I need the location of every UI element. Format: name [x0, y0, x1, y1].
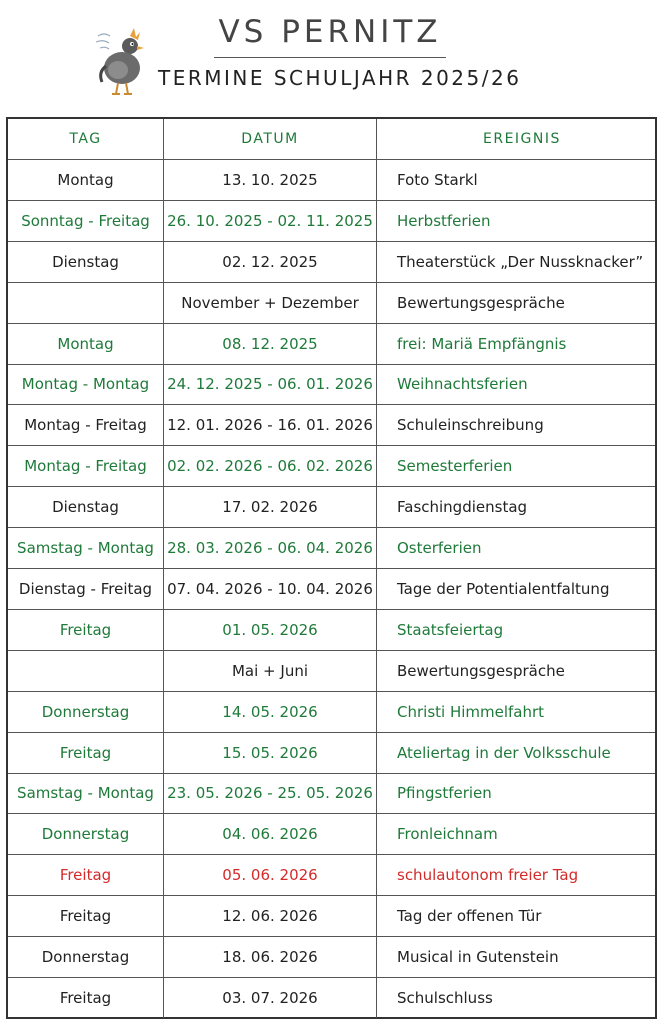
row-ereignis-cell: Weihnachtsferien: [397, 375, 528, 393]
table-row: [8, 733, 655, 774]
row-ereignis-cell: Osterferien: [397, 539, 482, 557]
row-datum-cell: 15. 05. 2026: [164, 733, 377, 773]
table-row: [8, 528, 655, 569]
row-ereignis-cell: Tage der Potentialentfaltung: [397, 580, 610, 598]
row-datum-cell: 14. 05. 2026: [164, 692, 377, 732]
row-tag-cell: Montag - Freitag: [8, 405, 164, 445]
row-ereignis-cell: Herbstferien: [397, 212, 491, 230]
row-tag-cell: Samstag - Montag: [8, 773, 164, 813]
row-ereignis-cell: Ateliertag in der Volksschule: [397, 744, 611, 762]
row-tag-cell: Dienstag: [8, 242, 164, 282]
table-row: [8, 242, 655, 283]
row-datum-cell: 13. 10. 2025: [164, 160, 377, 200]
row-ereignis-cell: Bewertungsgespräche: [397, 294, 565, 312]
column-header-ereignis: EREIGNIS: [483, 131, 561, 147]
row-ereignis-cell: Schuleinschreibung: [397, 416, 544, 434]
row-ereignis-cell: Theaterstück „Der Nussknacker”: [397, 253, 644, 271]
row-ereignis-cell: Schulschluss: [397, 989, 493, 1007]
table-row: [8, 201, 655, 242]
row-datum-cell: 12. 06. 2026: [164, 896, 377, 936]
row-datum-cell: 12. 01. 2026 - 16. 01. 2026: [164, 405, 377, 445]
table-row: [8, 487, 655, 528]
row-datum-cell: 18. 06. 2026: [164, 937, 377, 977]
row-datum-cell: 23. 05. 2026 - 25. 05. 2026: [164, 773, 377, 813]
row-datum-cell: 03. 07. 2026: [164, 978, 377, 1018]
page-header: [0, 0, 664, 116]
row-tag-cell: Dienstag - Freitag: [8, 569, 164, 609]
row-tag-cell: [8, 283, 164, 323]
row-datum-cell: Mai + Juni: [164, 651, 377, 691]
column-header-tag: TAG: [8, 119, 164, 159]
row-datum-cell: 26. 10. 2025 - 02. 11. 2025: [164, 201, 377, 241]
row-datum-cell: 02. 02. 2026 - 06. 02. 2026: [164, 446, 377, 486]
table-row: [8, 937, 655, 978]
row-ereignis-cell: Staatsfeiertag: [397, 621, 504, 639]
row-datum-cell: 02. 12. 2025: [164, 242, 377, 282]
row-datum-cell: 17. 02. 2026: [164, 487, 377, 527]
table-row: [8, 814, 655, 855]
row-tag-cell: Donnerstag: [8, 814, 164, 854]
row-ereignis-cell: frei: Mariä Empfängnis: [397, 335, 567, 353]
row-tag-cell: Montag: [8, 160, 164, 200]
row-datum-cell: 01. 05. 2026: [164, 610, 377, 650]
row-ereignis-cell: Bewertungsgespräche: [397, 662, 565, 680]
row-ereignis-cell: Pfingstferien: [397, 784, 492, 802]
row-datum-cell: November + Dezember: [164, 283, 377, 323]
bird-mascot-icon: [92, 26, 154, 100]
row-ereignis-cell: Semesterferien: [397, 457, 513, 475]
row-ereignis-cell: Christi Himmelfahrt: [397, 703, 545, 721]
title-underline: [214, 57, 446, 58]
row-tag-cell: Freitag: [8, 610, 164, 650]
table-row: [8, 446, 655, 487]
table-row: [8, 610, 655, 651]
table-row: [8, 405, 655, 446]
table-row: [8, 692, 655, 733]
table-row: [8, 978, 655, 1019]
page-subtitle: TERMINE SCHULJAHR 2025/26: [158, 66, 522, 90]
row-datum-cell: 28. 03. 2026 - 06. 04. 2026: [164, 528, 377, 568]
row-ereignis-cell: Fronleichnam: [397, 825, 498, 843]
row-tag-cell: [8, 651, 164, 691]
row-datum-cell: 24. 12. 2025 - 06. 01. 2026: [164, 364, 377, 404]
row-tag-cell: Dienstag: [8, 487, 164, 527]
row-tag-cell: Freitag: [8, 855, 164, 895]
row-ereignis-cell: Musical in Gutenstein: [397, 948, 559, 966]
table-header-row: [8, 119, 655, 160]
row-tag-cell: Donnerstag: [8, 692, 164, 732]
table-row: [8, 160, 655, 201]
column-header-datum: DATUM: [164, 119, 377, 159]
row-ereignis-cell: Faschingdienstag: [397, 498, 528, 516]
table-row: [8, 324, 655, 365]
row-ereignis-cell: schulautonom freier Tag: [397, 866, 579, 884]
row-tag-cell: Donnerstag: [8, 937, 164, 977]
row-datum-cell: 04. 06. 2026: [164, 814, 377, 854]
row-ereignis-cell: Foto Starkl: [397, 171, 478, 189]
row-tag-cell: Freitag: [8, 978, 164, 1018]
table-row: [8, 896, 655, 937]
row-tag-cell: Montag - Montag: [8, 364, 164, 404]
row-tag-cell: Samstag - Montag: [8, 528, 164, 568]
row-tag-cell: Montag: [8, 324, 164, 364]
row-tag-cell: Sonntag - Freitag: [8, 201, 164, 241]
table-row: [8, 364, 655, 405]
table-row: [8, 773, 655, 814]
row-tag-cell: Montag - Freitag: [8, 446, 164, 486]
row-datum-cell: 07. 04. 2026 - 10. 04. 2026: [164, 569, 377, 609]
table-row: [8, 855, 655, 896]
table-row: [8, 569, 655, 610]
row-tag-cell: Freitag: [8, 733, 164, 773]
row-datum-cell: 08. 12. 2025: [164, 324, 377, 364]
row-ereignis-cell: Tag der offenen Tür: [397, 907, 542, 925]
row-tag-cell: Freitag: [8, 896, 164, 936]
table-row: [8, 283, 655, 324]
schedule-table: [6, 117, 657, 1019]
table-row: [8, 651, 655, 692]
school-name: VS PERNITZ: [218, 14, 442, 50]
row-datum-cell: 05. 06. 2026: [164, 855, 377, 895]
